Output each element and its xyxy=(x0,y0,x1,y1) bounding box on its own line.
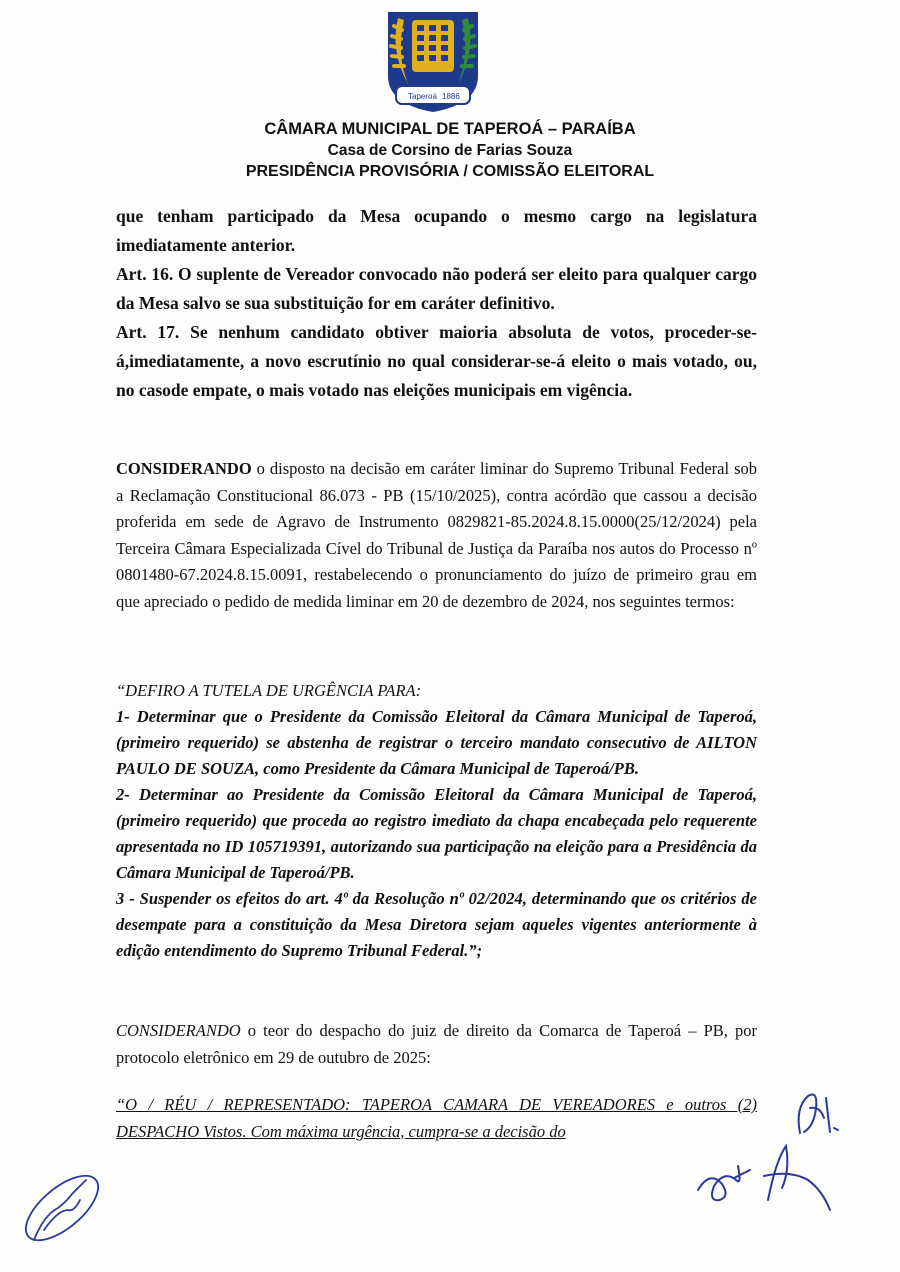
signature-bottom-right xyxy=(690,1140,840,1220)
signature-bottom-left xyxy=(14,1160,114,1255)
considerando-lead-2: CONSIDERANDO xyxy=(116,1021,241,1040)
considerando-lead: CONSIDERANDO xyxy=(116,459,252,478)
decisao-item-2: 2- Determinar ao Presidente da Comissão Eleitoral da Câmara Municipal de Taperoá, (primeiro requerido) que proceda ao registro imediato da chapa encabeçada pelo requerente apresentada no ID 105719391, autorizando sua participação na eleição para a Presidência da Câmara Municipal de Taperoá/PB. xyxy=(116,785,757,882)
header-line-2: Casa de Corsino de Farias Souza xyxy=(327,142,573,159)
initials-signature-top-right xyxy=(790,1088,850,1143)
despacho-paragraph: “O / RÉU / REPRESENTADO: TAPEROA CAMARA DE VEREADORES e outros (2) DESPACHO Vistos. Com máxima urgência, cumpra-se a decisão do xyxy=(116,1095,757,1141)
considerando-text-2: o teor do despacho do juiz de direito da Comarca de Taperoá – PB, por protocolo eletrônico em 29 de outubro de 2025: xyxy=(116,1021,757,1067)
article-17: Art. 17. Se nenhum candidato obtiver maioria absoluta de votos, proceder-se-á,imediatamente, a novo escrutínio no qual considerar-se-á eleito o mais votado, ou, no casode empate, o mais votado nas eleições municipais em vigência. xyxy=(116,322,757,400)
considerando-paragraph-2 xyxy=(116,1018,757,1071)
decisao-block xyxy=(116,678,757,964)
decisao-item-1: 1- Determinar que o Presidente da Comissão Eleitoral da Câmara Municipal de Taperoá, (primeiro requerido) se abstenha de registrar o terceiro mandato consecutivo de AILTON PAULO DE SOUZA, como Presidente da Câmara Municipal de Taperoá/PB. xyxy=(116,707,757,778)
crest-text-right: 1886 xyxy=(442,92,460,101)
header-line-1: CÂMARA MUNICIPAL DE TAPEROÁ – PARAÍBA xyxy=(264,120,636,138)
considerando-text: o disposto na decisão em caráter liminar do Supremo Tribunal Federal sob a Reclamação Constitucional 86.073 - PB (15/10/2025), contra acórdão que cassou a decisão proferida em sede de Agravo de Instrumento 0829821-85.2024.8.15.0000(25/12/2024) pela Terceira Câmara Especializada Cível do Tribunal de Justiça da Paraíba nos autos do Processo nº 0801480-67.2024.8.15.0091, restabelecendo o pronunciamento do juízo de primeiro grau em que apreciado o pedido de medida liminar em 20 de dezembro de 2024, nos seguintes termos: xyxy=(116,459,757,611)
municipal-crest-logo xyxy=(368,6,498,114)
articles-section xyxy=(116,202,757,405)
crest-text-left: Taperoá xyxy=(408,92,437,101)
header-line-3: PRESIDÊNCIA PROVISÓRIA / COMISSÃO ELEITORAL xyxy=(245,163,655,180)
considerando-paragraph-1 xyxy=(116,456,757,615)
article-16: Art. 16. O suplente de Vereador convocado não poderá ser eleito para qualquer cargo da Mesa salvo se sua substituição for em caráter definitivo. xyxy=(116,264,757,313)
article-continuation: que tenham participado da Mesa ocupando o mesmo cargo na legislatura imediatamente anterior. xyxy=(116,206,757,255)
decisao-title: “DEFIRO A TUTELA DE URGÊNCIA PARA: xyxy=(116,681,422,700)
decisao-item-3: 3 - Suspender os efeitos do art. 4º da Resolução nº 02/2024, determinando que os critérios de desempate para a constituição da Mesa Diretora sejam aqueles vigentes anteriormente à edição entendimento do Supremo Tribunal Federal.”; xyxy=(116,889,757,960)
